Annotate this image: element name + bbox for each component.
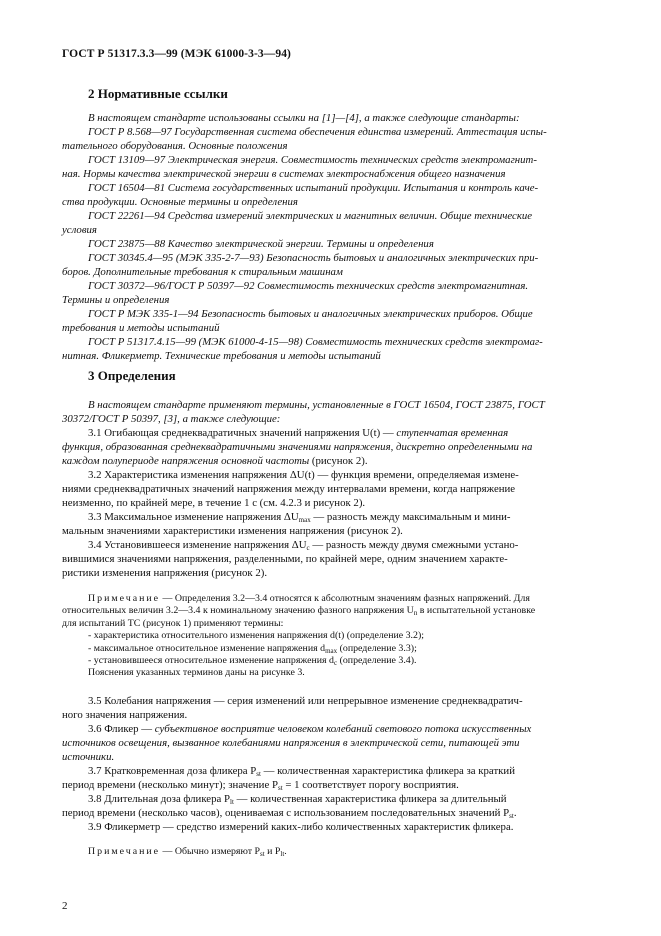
note-item: - характеристика относительного изменения напряжения d(t) (определение 3.2); <box>88 630 424 642</box>
ref-line: требования и методы испытаний <box>62 322 220 334</box>
ref-line: условия <box>62 224 97 236</box>
definition-3-1-line: каждом полупериоде напряжения основной частоты (рисунок 2). <box>62 455 368 467</box>
note-label: Примечание <box>88 593 161 604</box>
ref-line: ГОСТ 30372—96/ГОСТ Р 50397—92 Совместимость технических средств электромагнитная. <box>88 280 529 292</box>
document-header: ГОСТ Р 51317.3.3—99 (МЭК 61000-3-3—94) <box>62 48 291 60</box>
ref-line: ГОСТ 23875—88 Качество электрической энергии. Термины и определения <box>88 238 434 250</box>
note-1: Примечание — Определения 3.2—3.4 относятся к абсолютным значениям фазных напряжений. Для относительных величин 3.2—3.4 к номинальному значению фазного напряжения $U_n$ в испытательной установке для испытаний ТС (рисунок 1) применяют термины: - характеристика относительного изменения напряжения d(t) (определение 3.2); - максимальное относительное изменение напряжения $d_{max}$ (определение 3.3); - установившееся относительное изменение напряжения $d_c$ (определение 3.4). Пояснения указанных терминов даны на рисунке 3. <box>62 593 598 680</box>
ref-line: ГОСТ 16504—81 Система государственных испытаний продукции. Испытания и контроль каче- <box>88 182 539 194</box>
definition-3-5-line: ного значения напряжения. <box>62 708 188 721</box>
definition-3-2-line: неизменно, по крайней мере, в течение 1 с (см. 4.2.3 и рисунок 2). <box>62 497 366 509</box>
definition-3-1-line: функция, образованная среднеквадратичными значениями напряжения, дискретно определенными на <box>62 441 533 453</box>
definition-3-6: 3.6 Фликер — субъективное восприятие человеком колебаний светового потока искусственных <box>88 722 532 735</box>
ref-line: Термины и определения <box>62 294 170 306</box>
definition-3-8: 3.8 Длительная доза фликера $P_{lt}$ — количественная характеристика фликера за длительный <box>88 792 507 806</box>
section-3-title: 3 Определения <box>88 368 176 383</box>
ref-line: тательного оборудования. Основные положения <box>62 140 288 152</box>
ref-line: В настоящем стандарте использованы ссылки на [1]—[4], а также следующие стандарты: <box>88 112 520 124</box>
definition-3-6-line: источников освещения, вызванное колебаниями напряжения в электрической сети, питающей эти <box>62 736 520 749</box>
ref-line: ГОСТ 22261—94 Средства измерений электрических и магнитных величин. Общие технические <box>88 210 533 222</box>
definition-3-8-line: период времени (несколько часов), оцениваемая с использованием последовательных значений $P_{st}$. <box>62 806 517 820</box>
definitions-continued <box>62 694 598 834</box>
intro-line: 30372/ГОСТ Р 50397, [3], а также следующие: <box>62 413 281 425</box>
ref-line: ГОСТ 13109—97 Электрическая энергия. Совместимость технических средств электромагнит- <box>88 154 537 166</box>
definition-3-6-line: источники. <box>62 750 115 763</box>
definition-3-7: 3.7 Кратковременная доза фликера $P_{st}$ — количественная характеристика фликера за краткий <box>88 764 515 778</box>
note-item: - установившееся относительное изменение напряжения $d_c$ (определение 3.4). <box>88 655 417 668</box>
page-number: 2 <box>62 900 68 912</box>
ref-line: ГОСТ Р МЭК 335-1—94 Безопасность бытовых и аналогичных электрических приборов. Общие <box>88 308 533 320</box>
ref-line: боров. Дополнительные требования к стиральным машинам <box>62 266 343 278</box>
ref-line: ная. Нормы качества электрической энергии в системах электроснабжения общего назначения <box>62 168 506 180</box>
definition-3-5: 3.5 Колебания напряжения — серия изменений или непрерывное изменение среднеквадратич- <box>88 694 523 707</box>
ref-line: ГОСТ 30345.4—95 (МЭК 335-2-7—93) Безопасность бытовых и аналогичных электрических при- <box>88 252 539 264</box>
definition-3-9: 3.9 Фликерметр — средство измерений каких-либо количественных характеристик фликера. <box>88 820 514 833</box>
note-label: Примечание <box>88 845 161 857</box>
ref-line: ГОСТ Р 51317.4.15—99 (МЭК 61000-4-15—98) Совместимость технических средств электромаг- <box>88 336 543 348</box>
intro-line: В настоящем стандарте применяют термины, установленные в ГОСТ 16504, ГОСТ 23875, ГОСТ <box>88 399 545 411</box>
definition-3-3-line: мальным значениями характеристики изменения напряжения (рисунок 2). <box>62 525 403 537</box>
ref-line: нитная. Фликерметр. Технические требования и методы испытаний <box>62 350 381 362</box>
definition-3-7-line: период времени (несколько минут); значение $P_{st} = 1$ соответствует порогу восприятия. <box>62 778 459 792</box>
definition-3-4-line: вившимися значениями напряжения, разделенными, по крайней мере, одним значением характе- <box>62 553 508 565</box>
ref-line: ства продукции. Основные термины и определения <box>62 196 298 208</box>
section-2-title: 2 Нормативные ссылки <box>88 86 228 101</box>
definition-3-2-line: ниями среднеквадратичных значений напряжения между интервалами времени, когда напряжение <box>62 483 516 495</box>
definition-3-4: 3.4 Установившееся изменение напряжения $\Delta U_c$ — разность между двумя смежными устано- <box>88 539 519 552</box>
definition-3-3: 3.3 Максимальное изменение напряжения $\Delta U_{max}$ — разность между максимальным и мини- <box>88 511 511 524</box>
normative-references <box>62 111 598 363</box>
definition-3-4-line: ристики изменения напряжения (рисунок 2). <box>62 567 268 579</box>
definitions <box>62 398 598 858</box>
ref-line: ГОСТ Р 8.568—97 Государственная система обеспечения единства измерений. Аттестация испы- <box>88 126 547 138</box>
definition-3-2: 3.2 Характеристика изменения напряжения ΔU(t) — функция времени, определяемая измене- <box>88 469 519 481</box>
definition-3-1: 3.1 Огибающая среднеквадратичных значений напряжения U(t) — ступенчатая временная <box>88 427 509 439</box>
note-item: - максимальное относительное изменение напряжения $d_{max}$ (определение 3.3); <box>88 642 417 655</box>
note-2: Примечание — Обычно измеряют $P_{st}$ и $P_{lt}$. <box>88 845 287 858</box>
